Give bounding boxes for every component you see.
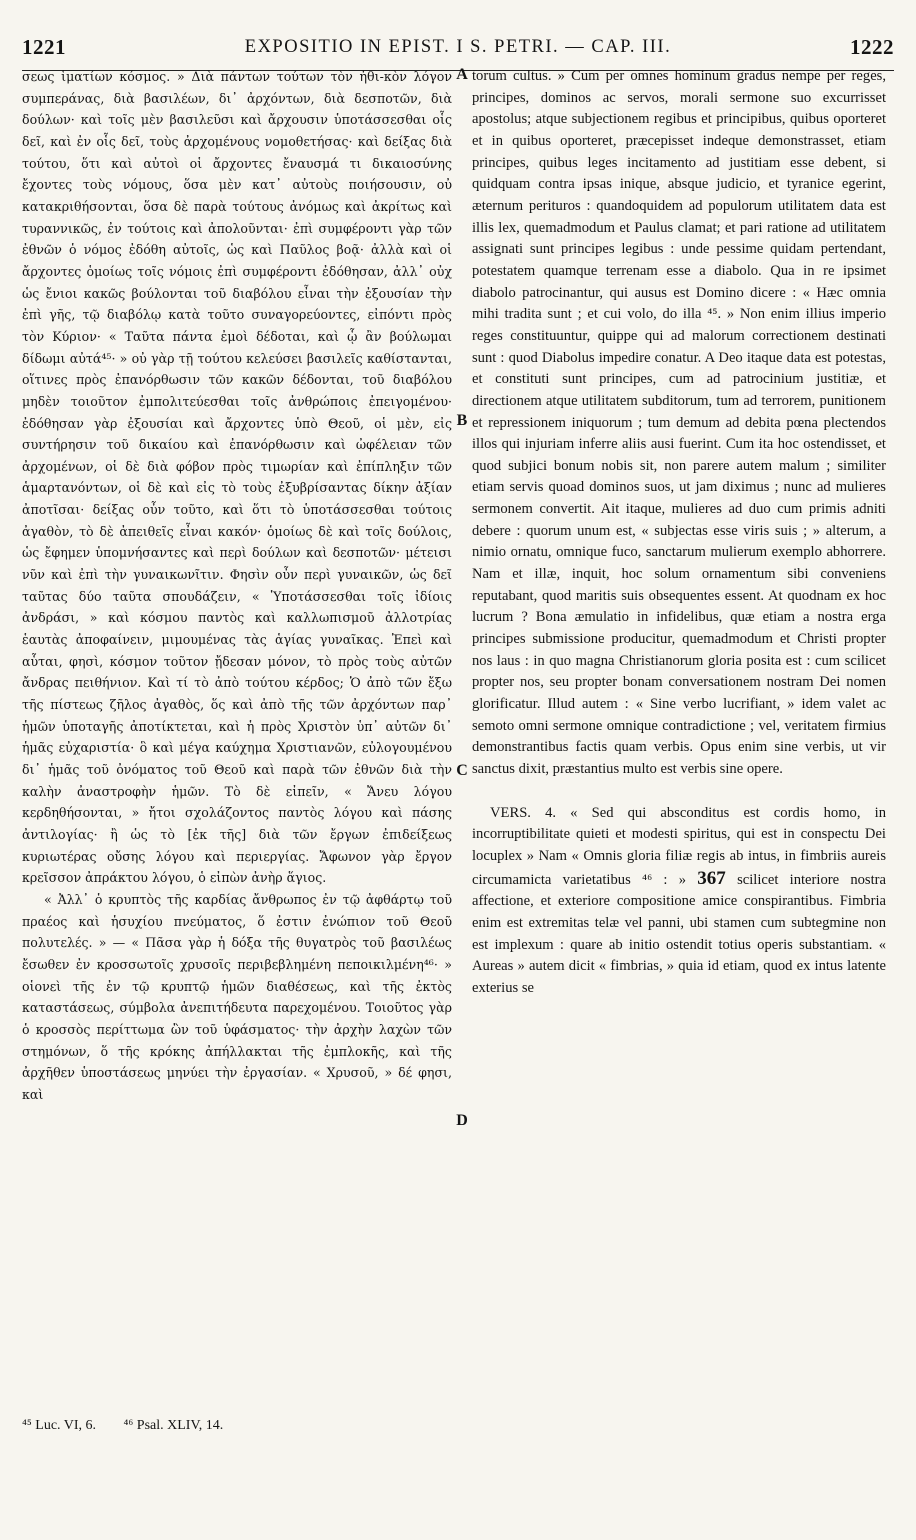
- section-marker-a: A: [456, 66, 468, 83]
- footnote: ⁴⁶ Psal. XLIV, 14.: [123, 1418, 224, 1433]
- verse-commentary: scilicet interiore nostra affectione, et exteriore compositione amice conspirantibus. Fimbria enim est extremitas telæ vel panni, ubi stamen cum subtegmine non est implexum : quare ab initio ostendit totius operis substantiam. « Aureas » autem dicit « fimbrias, » quia id etiam, quod ex intus latente exterius se: [472, 871, 886, 996]
- greek-paragraph: « Ἀλλ᾽ ὁ κρυπτὸς τῆς καρδίας ἄνθρωπος ἐν τῷ ἀφθάρτῳ τοῦ πραέος καὶ ἡσυχίου πνεύματος, ὅ ἐστιν ἐνώπιον τοῦ Θεοῦ πολυτελές. » — « Πᾶσα γὰρ ἡ δόξα τῆς θυγατρὸς τοῦ βασιλέως ἔσωθεν ἐν κροσσωτοῖς χρυσοῖς περιβεβλημένη πεποικιλμένη⁴⁶· » οἱονεὶ τῆς ἐν τῷ κρυπτῷ ἡμῶν διαθέσεως, καὶ τῆς ἐκτὸς καταστάσεως, σύμβολα ἀνεπιτήδευτα παρεχομένου. Τοιοῦτος γὰρ ὁ κροσσὸς περίττωμα ὢν τοῦ ὑφάσματος· τὴν ἀρχὴν λαχὼν τῶν στημόνων, ὅ τῆς κρόκης ἀπήλλακται τῆς ἐμπλοκῆς, καὶ τῆς ἀρχῆθεν ὑποστάσεως μηνύει τὴν ἐργασίαν. « Χρυσοῦ, » δέ φησι, καὶ: [22, 891, 452, 1102]
- section-marker-b: B: [456, 412, 468, 429]
- running-header: [22, 30, 894, 71]
- latin-verse-paragraph: [472, 803, 886, 1000]
- footnote: ⁴⁵ Luc. VI, 6.: [22, 1418, 97, 1433]
- greek-paragraph: σεως ἱματίων κόσμος. » Διὰ πάντων τούτων τὸν ἠθι-κὸν λόγον συμπεράνας, διὰ βασιλέων, δι᾽ ἀρχόντων, διὰ δεσποτῶν, διὰ δούλων· καὶ τοῖς μὲν βασιλεῦσι καὶ ἄρχουσιν ὑποτάσσεσθαι οἷς δεῖ, καὶ ἐν οἷς δεῖ, τοὺς ἀρχομένους νομοθετήσας· καὶ δείξας διὰ τούτου, ὅτι καὶ αὐτοὶ οἱ ἄρχοντες ἔναυσμά τι δικαιοσύνης ἔχοντες τοὺς νόμους, ὅσα μὲν κατ᾽ αὐτοὺς ποιήσουσιν, οὐ κατακριθήσονται, ὅσα δὲ παρὰ τούτους ἀνόμως καὶ ἀκρίτως καὶ τυραννικῶς, ἐν τούτοις καὶ ἀπολοῦνται· ἐπὶ συμφέροντι γὰρ τῶν ἐθνῶν ὁ νόμος ἐδόθη αὐτοῖς, ὡς καὶ Παῦλος βοᾷ· ἀλλὰ καὶ οἱ ἄρχοντες ὁμοίως τοῖς νόμοις ἐπὶ συμφέροντι ἐδόθησαν, ἀλλ᾽ οὐχ ὡς ἔνιοι κακῶς βούλονται τοῦ διαβόλου εἶναι τὴν ἐξουσίαν τὴν ἐπὶ γῆς, τῷ διαβόλῳ κατὰ τοῦτο συναγορεύοντες, εἰπόντι πρὸς τὸν Κύριον· « Ταῦτα πάντα ἐμοὶ δέδοται, καὶ ᾧ ἂν βούλωμαι δίδωμι αὐτά⁴⁵· » οὐ γὰρ τῇ τούτου κελεύσει βασιλεῖς καθίστανται, οἵτινες πρὸς ἐπανόρθωσιν τῶν κακῶν δέδονται, τοῦ διαβόλου μηδὲν τοιοῦτον ἐμπολιτεύεσθαι τοῖς ἀνθρώποις ἐπειγομένου· ἐδόθησαν γὰρ ἐξουσίαι καὶ ἄρχοντες ὑπὸ Θεοῦ, οἱ μὲν, εἰς συντήρησιν τοῦ δικαίου καὶ ἐπανόρθωσιν καὶ ὠφέλειαν τῶν ἀρχομένων, οἱ δὲ διὰ φόβον πρὸς τιμωρίαν καὶ ἐπίπληξιν τῶν ἁμαρτανόντων, οἱ δὲ καὶ εἰς τὸ τοὺς ἐξυβρίσαντας δίκην ἀξίαν ἀποτῖσαι· δείξας οὖν τοῦτο, καὶ ὅτι τὸ ὑποτάσσεσθαι τούτοις ἀγαθὸν, τὸ δὲ ἀπειθεῖς εἶναι κακόν· ὁμοίως δὲ καὶ τοῖς δούλοις, ὡς ἔφημεν ὑπομνήσαντες καὶ περὶ δούλων καὶ δεσποτῶν· μέτεισι νῦν καὶ ἐπὶ τὴν γυναικωνῖτιν. Φησὶν οὖν περὶ γυναικῶν, ὡς δεῖ ταῦτας δύο ταῦτα σπουδάζειν, « Ὑποτάσσεσθαι τοῖς ἰδίοις ἀνδράσι, » καὶ κόσμου παντὸς καὶ καλλωπισμοῦ ἀλλοτρίας ἑαυτὰς ἀποφαίνειν, μιμουμένας τὰς ἁγίας γυναῖκας. Ἐπεὶ καὶ αὗται, φησὶ, κόσμον τοῦτον ᾔδεσαν μόνον, τὸ πρὸς τοὺς αὐτῶν ἄνδρας πειθήνιον. Καὶ τί τὸ ἀπὸ τούτου κέρδος; Ὁ ἀπὸ τῶν ἔξω τῆς πίστεως ζῆλος ἀγαθὸς, ὅς καὶ ἀπὸ τῆς τῶν ἀρχόντων παρ᾽ ἡμῶν ὑποταγῆς ἀποτίκτεται, καὶ ἡ πρὸς Χριστὸν ὑπ᾽ αὐτῶν δι᾽ ἡμᾶς εὐχαριστία· ὃ καὶ μέγα καύχημα Χριστιανῶν, εὐλογουμένου δι᾽ ἡμᾶς τοῦ ὀνόματος τοῦ Θεοῦ καὶ παρὰ τῶν ἐθνῶν διὰ τὴν καλὴν ἀναστροφὴν ἡμῶν. Τὸ δὲ εἰπεῖν, « Ἄνευ λόγου κερδηθήσονται, » ἤτοι σχολάζοντος παντὸς λόγου καὶ πάσης ἀντιλογίας· ἢ ὡς τὸ [ἐκ τῆς] διὰ τῶν ἔργων ἐπιδείξεως κυριωτέρας οὔσης λόγου καὶ περιεργίας. Ἄφωνον γὰρ ἔργον κρεῖσσον ἀπράκτου λόγου, ὁ εἰπὼν ἀνὴρ ἅγιος.: [22, 69, 452, 886]
- verse-text: VERS. 4. « Sed qui absconditus est cordis homo, in incorruptibilitate quieti et modesti spiritus, qui est in conspectu Dei locuplex » Nam « Omnis gloria filiæ regis ab intus, in fimbriis aureis circumamicta varietatibus ⁴⁶ : »: [472, 804, 886, 888]
- footnotes: [22, 1418, 452, 1434]
- greek-column: [22, 66, 452, 1106]
- running-title: EXPOSITIO IN EPIST. I S. PETRI. — CAP. III.: [244, 36, 672, 57]
- section-marker-d: D: [456, 1112, 468, 1129]
- latin-column: [472, 66, 886, 1000]
- latin-paragraph: torum cultus. » Cum per omnes hominum gradus nempe per reges, principes, dominos ac servos, morali sermone suo excurrisset apostolus; atque subjectionem regibus et principibus, quibus oporteret et in quibus oporteret, præcepisset indeque demonstrasset, etiam principes, quibus leges incitamento ad justitiam esse debent, si quidquam contra ipsas inique, absque judicio, et tyranice egerint, æternum perituros : quandoquidem ad populorum utilitatem data est illis lex, quemadmodum et Paulus clamat; et pari ratione ad utilitatem assignati sunt principes legibus : unde pessime quidam pertendant, potestatem quamque terrenam esse a diabolo. Qua in re ipsimet diabolo patrocinantur, qui ausus est Domino dicere : « Hæc omnia mihi tradita sunt ; et cui volo, do illa ⁴⁵. » Non enim illius imperio reges constituuntur, quippe qui ad malorum correctionem destinati sunt : quod Diabolus impedire conatur. A Deo itaque data est potestas, et constituti sunt principes, cum ad patrocinium justitiæ, et directionem atque utilitatem subditorum, tum ad terrorem, punitionem et repressionem iniquorum ; tum demum ad debita pœna plectendos illos qui injuriam inferre aliis ausi fuerint. Cum ita hoc ostendisset, et quod subjici bonum nobis sit, non parere autem malum ; similiter etiam servis quoad dominos suos, ut jam diximus ; nunc ad mulieres sermonem convertit. Ait itaque, mulieres ad duo cum primis adniti debere : quorum unum est, « subjectas esse viris suis ; » alterum, a nimio ornatu, omnique fuco, sanctarum mulierum exemplo abhorrere. Nam et illæ, inquit, hoc solum ornamentum sibi conveniens reputabant, quod maritis suis obsequentes essent. At quodnam ex hoc lucrum ? Bona æmulatio in infidelibus, quæ etiam a nostra erga principes submissione producitur, quemadmodum et Christi propter nos laus : in quo magna Christianorum gloria posita est : cum scilicet propter nos, seu propter bonam conversationem nostram Dei nomen glorificatur. Illud autem : « Sine verbo lucrifiant, » idem valet ac semoto omni sermone omnique contradictione ; vel, veritatem firmius demonstrantibus factis quam verbis. Opus enim sine verbis, ut vir sanctus dixit, præstantius multo est verbis sine opere.: [472, 68, 886, 777]
- page-number-left: 1221: [22, 34, 66, 59]
- page-number-right: 1222: [849, 34, 894, 59]
- column-number: 367: [697, 867, 726, 889]
- section-marker-c: C: [456, 762, 468, 779]
